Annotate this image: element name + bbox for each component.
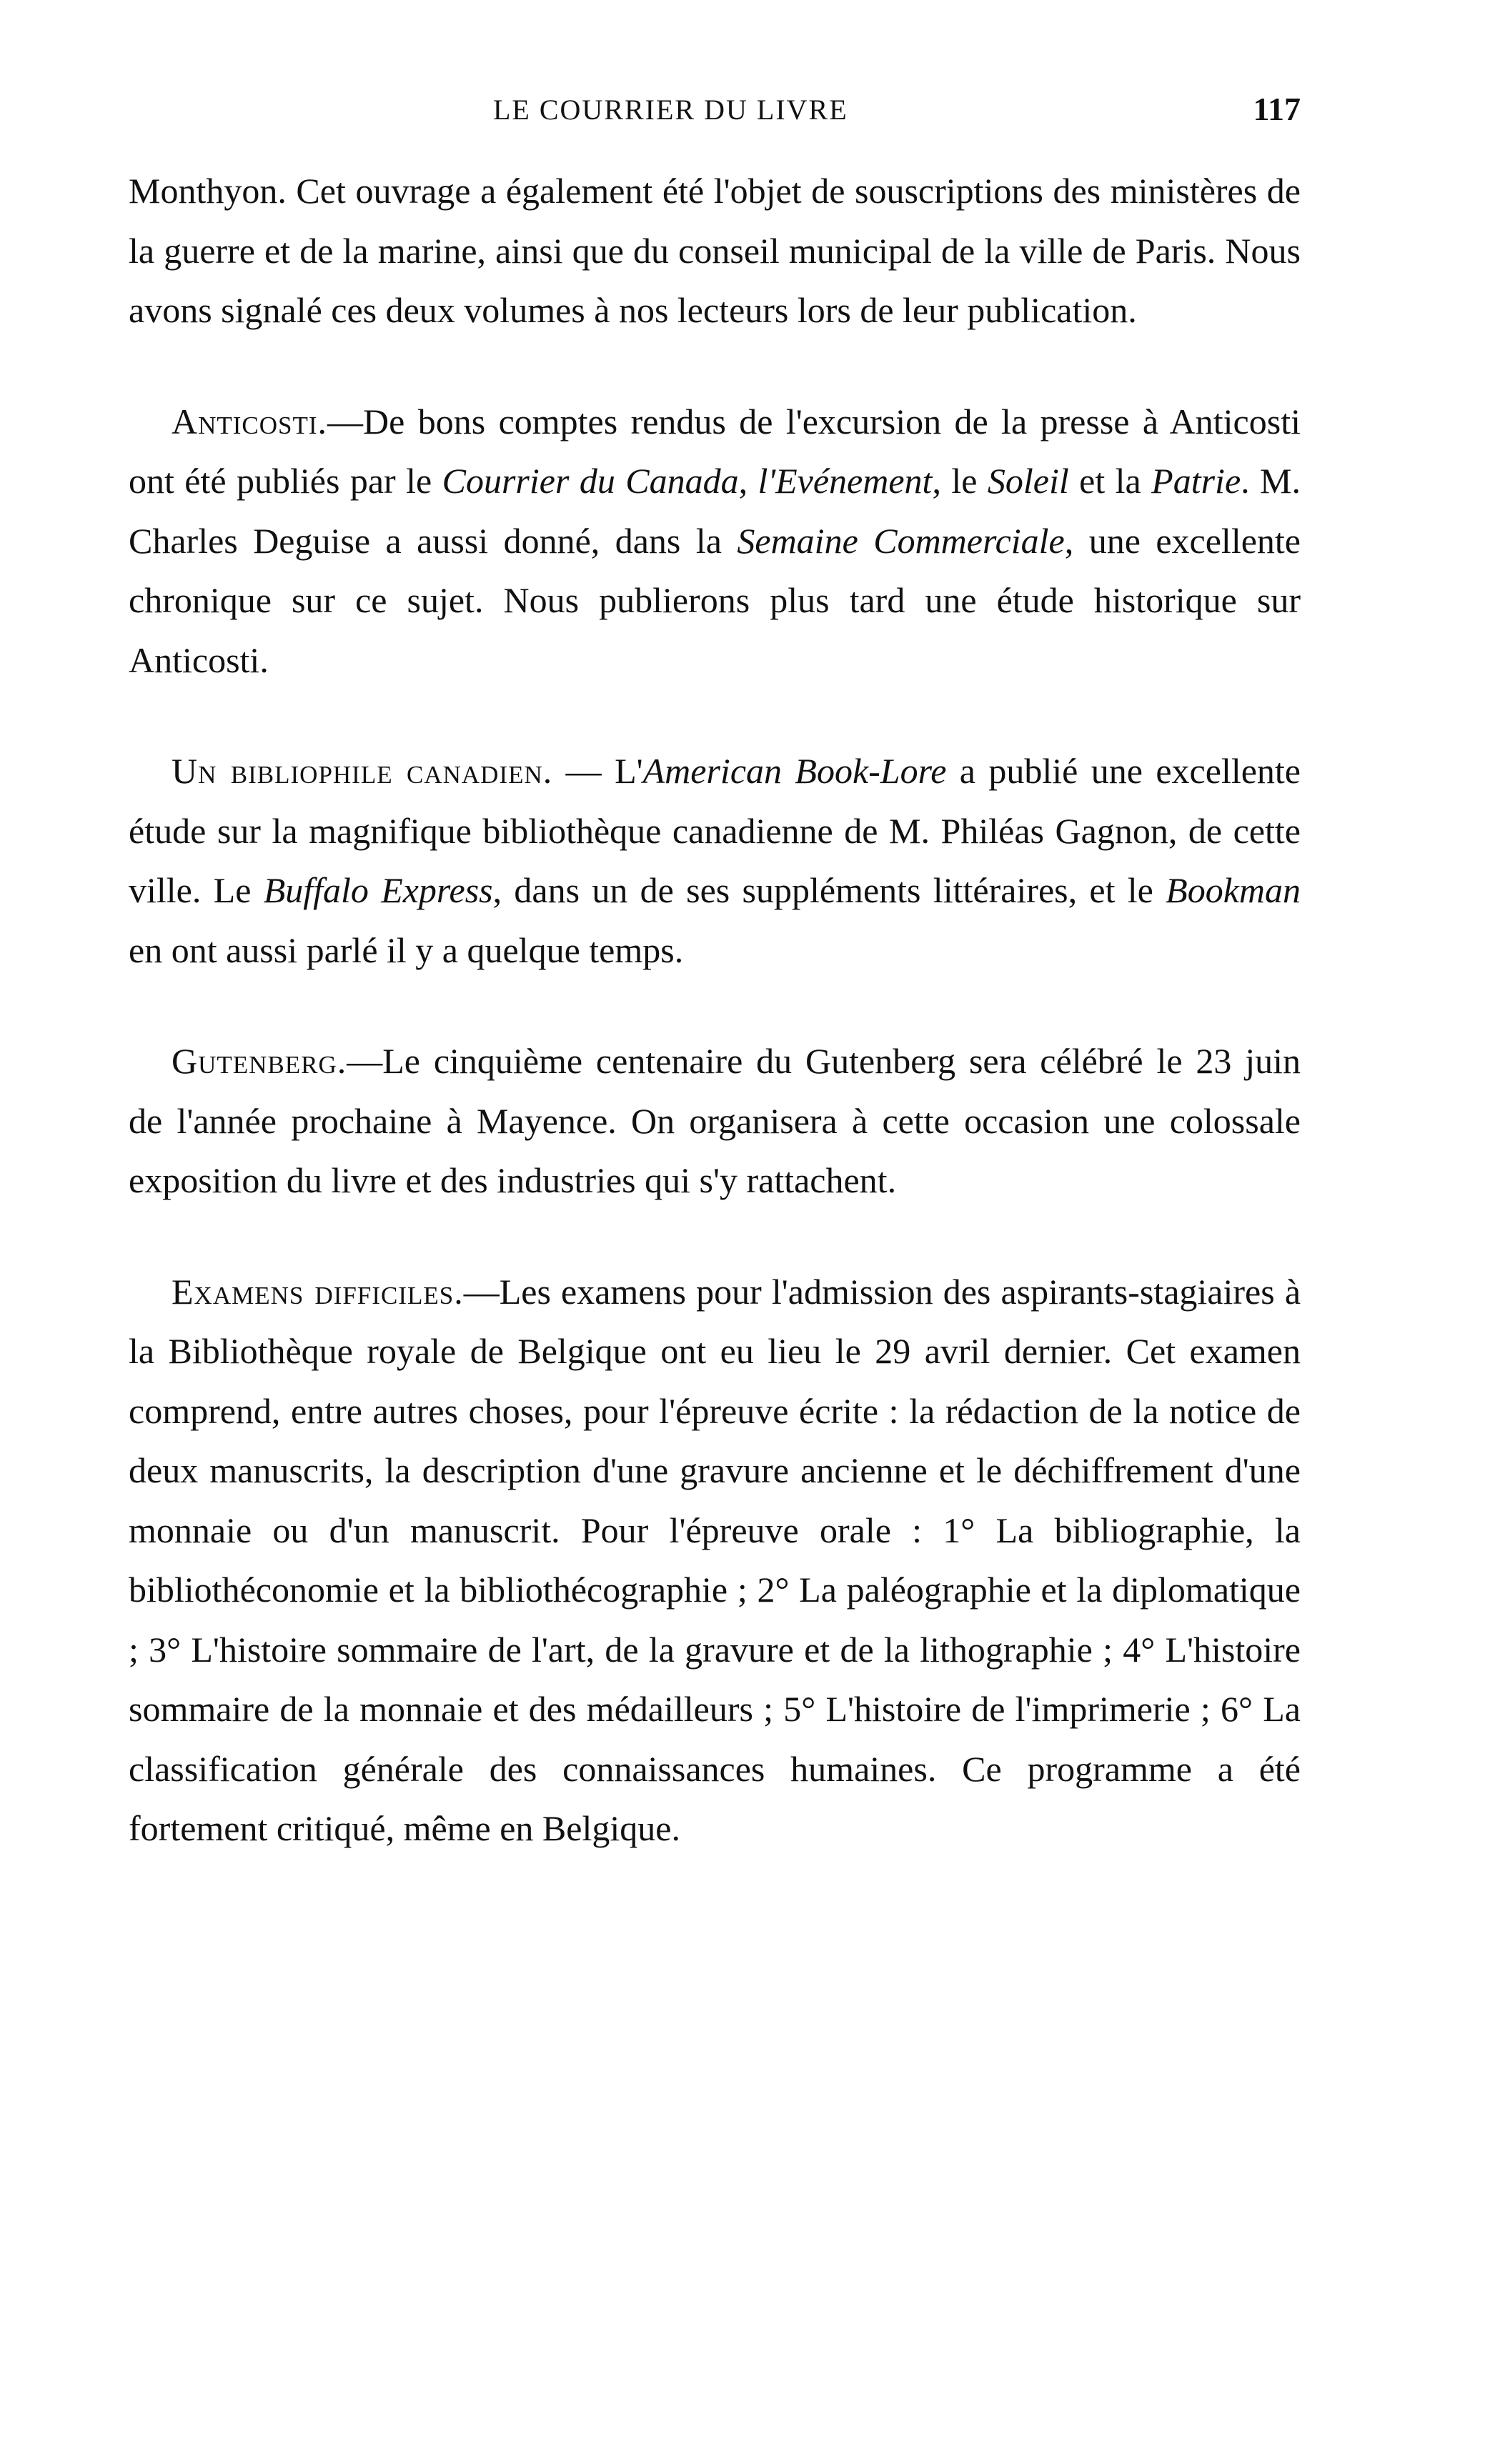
paragraph-text: Monthyon. Cet ouvrage a également été l'objet de souscriptions des ministères de la guerre et de la marine, ainsi que du conseil municipal de la ville de Paris. Nous avons signalé ces deux volumes à nos lecteurs lors de leur publication. [129, 171, 1301, 330]
publication-title: Semaine Commerciale [737, 520, 1065, 561]
paragraph-gutenberg [129, 1032, 1301, 1211]
paragraph-text: —Les examens pour l'admission des aspirants-stagiaires à la Bibliothèque royale de Belgique ont eu lieu le 29 avril dernier. Cet examen comprend, entre autres choses, pour l'épreuve écrite : la rédaction de la notice de deux manuscrits, la description d'une gravure ancienne et le déchiffrement d'une monnaie ou d'un manuscrit. Pour l'épreuve orale : 1° La bibliographie, la bibliothéconomie et la bibliothécographie ; 2° La paléographie et la diplomatique ; 3° L'histoire sommaire de l'art, de la gravure et de la lithographie ; 4° L'histoire sommaire de la monnaie et des médailleurs ; 5° L'histoire de l'imprimerie ; 6° La classification générale des connaissances humaines. Ce programme a été fortement critiqué, même en Belgique. [129, 1271, 1301, 1848]
paragraph-text: . M. Charles Deguise a aussi donné, dans la [129, 461, 1301, 561]
paragraph-text: , le [932, 461, 988, 501]
page-number: 117 [1253, 91, 1301, 127]
publication-title: Courrier du Canada [442, 461, 739, 501]
paragraph-text: a publié une excellente étude sur la magnifique bibliothèque canadienne de M. Philéas Gagnon, de cette ville. Le [129, 751, 1301, 910]
paragraph-monthyon [129, 161, 1301, 341]
publication-title: Patrie [1151, 461, 1241, 501]
paragraph-text: , dans un de ses suppléments littéraires, et le [492, 870, 1166, 910]
section-lead-bibliophile: Un bibliophile canadien. [172, 751, 553, 791]
paragraph-text: en ont aussi parlé il y a quelque temps. [129, 929, 684, 970]
publication-title: Buffalo Express [263, 870, 493, 910]
running-title: LE COURRIER DU LIVRE [493, 94, 848, 126]
paragraph-bibliophile [129, 742, 1301, 980]
paragraph-text: et la [1068, 461, 1152, 501]
section-lead-anticosti: Anticosti. [172, 401, 328, 442]
paragraph-text: , une excellente chronique sur ce sujet. Nous publierons plus tard une étude historique sur Anticosti. [129, 520, 1301, 680]
running-head [129, 86, 1301, 136]
paragraph-text: , [738, 461, 758, 501]
publication-title: Bookman [1166, 870, 1301, 910]
paragraph-examens [129, 1262, 1301, 1859]
paragraph-text: —Le cinquième centenaire du Gutenberg sera célébré le 23 juin de l'année prochaine à Mayence. On organisera à cette occasion une colossale exposition du livre et des industries qui s'y rattachent. [129, 1041, 1301, 1200]
paragraph-text: — L' [552, 751, 643, 791]
paragraph-text: —De bons comptes rendus de l'excursion de la presse à Anticosti ont été publiés par le [129, 401, 1301, 501]
publication-title: Soleil [987, 461, 1069, 501]
paragraph-anticosti [129, 392, 1301, 691]
publication-title: American Book-Lore [642, 751, 947, 791]
book-page [129, 86, 1301, 1859]
section-lead-examens: Examens difficiles. [172, 1271, 464, 1312]
publication-title: l'Evénement [758, 461, 933, 501]
section-lead-gutenberg: Gutenberg. [172, 1041, 347, 1081]
